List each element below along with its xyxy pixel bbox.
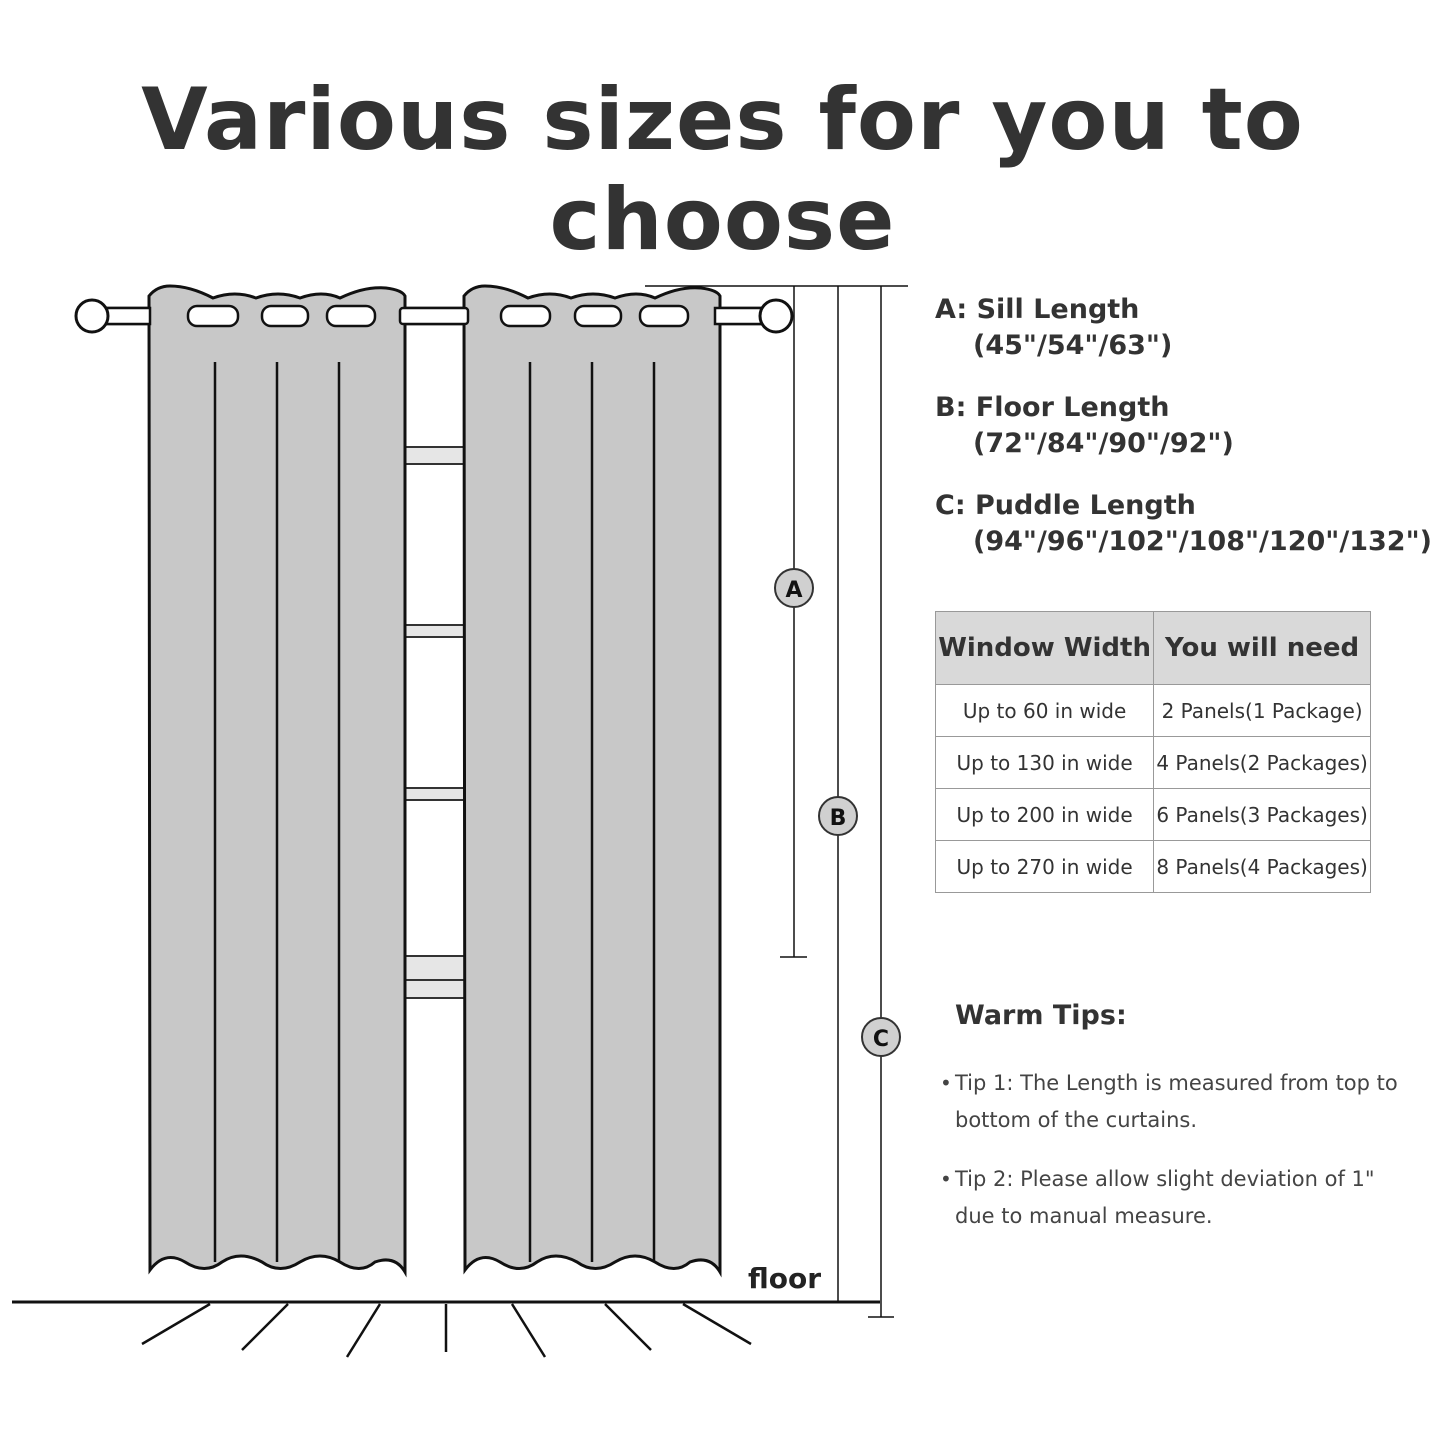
size-values: (72"/84"/90"/92") bbox=[973, 428, 1234, 459]
bullet-icon: • bbox=[940, 1071, 952, 1095]
size-values: (94"/96"/102"/108"/120"/132") bbox=[973, 526, 1432, 557]
marker-c-label: C bbox=[872, 1027, 890, 1052]
table-cell: 6 Panels(3 Packages) bbox=[1154, 789, 1371, 841]
left-finial bbox=[76, 300, 108, 332]
panel-requirement-table bbox=[935, 611, 1371, 893]
table-row bbox=[936, 737, 1371, 789]
right-finial bbox=[760, 300, 792, 332]
table-cell: 8 Panels(4 Packages) bbox=[1154, 841, 1371, 893]
page-title: Various sizes for you to choose bbox=[141, 70, 1304, 270]
marker-a-label: A bbox=[785, 578, 803, 603]
floor-label: floor bbox=[748, 1262, 822, 1295]
table-header-you-will-need: You will need bbox=[1154, 612, 1371, 685]
tips-title: Warm Tips: bbox=[955, 1000, 1127, 1031]
table-row bbox=[936, 685, 1371, 737]
table-cell: Up to 130 in wide bbox=[936, 737, 1154, 789]
table-header-window-width: Window Width bbox=[936, 612, 1154, 685]
table-cell: Up to 60 in wide bbox=[936, 685, 1154, 737]
floor-perspective-lines bbox=[142, 1304, 751, 1357]
marker-c bbox=[862, 1018, 900, 1056]
marker-b-label: B bbox=[829, 806, 847, 831]
window-frame bbox=[404, 447, 466, 998]
size-item-floor bbox=[935, 390, 1425, 462]
table-row bbox=[936, 841, 1371, 893]
size-label: A: Sill Length bbox=[935, 294, 1140, 325]
table-header-row bbox=[936, 612, 1371, 685]
table-cell: Up to 270 in wide bbox=[936, 841, 1154, 893]
warm-tips bbox=[940, 1000, 1410, 1257]
size-list bbox=[935, 292, 1432, 586]
marker-b bbox=[819, 797, 857, 835]
tip-item bbox=[940, 1161, 1410, 1235]
size-item-puddle bbox=[935, 488, 1432, 560]
tip-item bbox=[940, 1065, 1410, 1139]
table-cell: 4 Panels(2 Packages) bbox=[1154, 737, 1371, 789]
size-item-sill bbox=[935, 292, 1425, 364]
size-label: B: Floor Length bbox=[935, 392, 1170, 423]
bullet-icon: • bbox=[940, 1167, 952, 1191]
marker-a bbox=[775, 569, 813, 607]
table-cell: 2 Panels(1 Package) bbox=[1154, 685, 1371, 737]
tip-text: Tip 2: Please allow slight deviation of 1" due to manual measure. bbox=[955, 1167, 1375, 1228]
size-values: (45"/54"/63") bbox=[973, 330, 1173, 361]
table-row bbox=[936, 789, 1371, 841]
tip-text: Tip 1: The Length is measured from top to bottom of the curtains. bbox=[955, 1071, 1398, 1132]
table-cell: Up to 200 in wide bbox=[936, 789, 1154, 841]
size-label: C: Puddle Length bbox=[935, 490, 1196, 521]
